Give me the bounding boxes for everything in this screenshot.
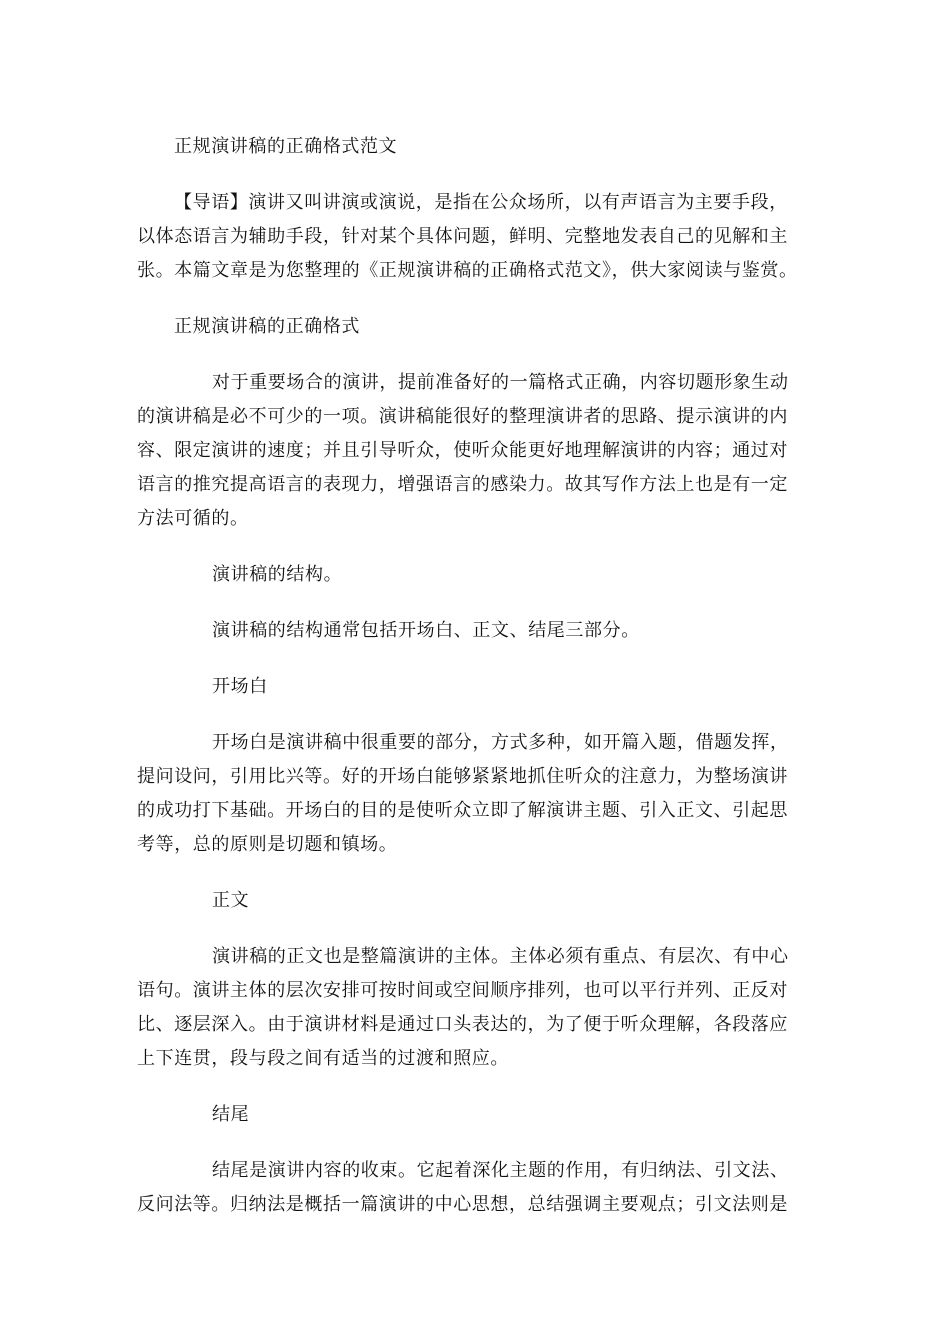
heading-structure: 演讲稿的结构。 <box>212 564 343 585</box>
paragraph-line: 容、限定演讲的速度；并且引导听众，使听众能更好地理解演讲的内容；通过对 <box>137 440 788 461</box>
paragraph-line: 考等，总的原则是切题和镇场。 <box>137 834 398 855</box>
heading-opening: 开场白 <box>212 676 268 697</box>
paragraph-line: 对于重要场合的演讲，提前准备好的一篇格式正确，内容切题形象生动 <box>212 372 789 393</box>
paragraph-line: 演讲稿的正文也是整篇演讲的主体。主体必须有重点、有层次、有中心 <box>212 946 789 967</box>
paragraph-line: 语句。演讲主体的层次安排可按时间或空间顺序排列，也可以平行并列、正反对 <box>137 980 788 1001</box>
paragraph-line: 的演讲稿是必不可少的一项。演讲稿能很好的整理演讲者的思路、提示演讲的内 <box>137 406 788 427</box>
document-body <box>137 130 817 1222</box>
paragraph-line: 结尾是演讲内容的收束。它起着深化主题的作用，有归纳法、引文法、 <box>212 1160 789 1181</box>
paragraph-line: 反问法等。归纳法是概括一篇演讲的中心思想，总结强调主要观点；引文法则是 <box>137 1194 788 1215</box>
heading-body: 正文 <box>212 890 250 911</box>
heading-ending: 结尾 <box>212 1104 250 1125</box>
paragraph-line: 开场白是演讲稿中很重要的部分，方式多种，如开篇入题，借题发挥， <box>212 732 789 753</box>
paragraph-line: 比、逐层深入。由于演讲材料是通过口头表达的，为了便于听众理解，各段落应 <box>137 1014 788 1035</box>
document-title: 正规演讲稿的正确格式范文 <box>174 136 398 157</box>
paragraph-line: 的成功打下基础。开场白的目的是使听众立即了解演讲主题、引入正文、引起思 <box>137 800 788 821</box>
intro-line: 张。本篇文章是为您整理的《正规演讲稿的正确格式范文》，供大家阅读与鉴赏。 <box>137 260 798 281</box>
paragraph-line: 上下连贯，段与段之间有适当的过渡和照应。 <box>137 1048 509 1069</box>
intro-line: 【导语】演讲又叫讲演或演说，是指在公众场所，以有声语言为主要手段， <box>174 192 788 213</box>
paragraph-opening <box>137 726 817 862</box>
paragraph-line: 语言的推究提高语言的表现力，增强语言的感染力。故其写作方法上也是有一定 <box>137 474 788 495</box>
paragraph-1 <box>137 366 817 536</box>
intro-paragraph <box>137 186 817 288</box>
paragraph-ending <box>137 1154 817 1222</box>
intro-line: 以体态语言为辅助手段，针对某个具体问题，鲜明、完整地发表自己的见解和主 <box>137 226 788 247</box>
paragraph-line: 提问设问，引用比兴等。好的开场白能够紧紧地抓住听众的注意力，为整场演讲 <box>137 766 788 787</box>
paragraph-body <box>137 940 817 1076</box>
section-subtitle: 正规演讲稿的正确格式 <box>174 316 360 337</box>
structure-text: 演讲稿的结构通常包括开场白、正文、结尾三部分。 <box>212 620 640 641</box>
paragraph-line: 方法可循的。 <box>137 508 249 529</box>
